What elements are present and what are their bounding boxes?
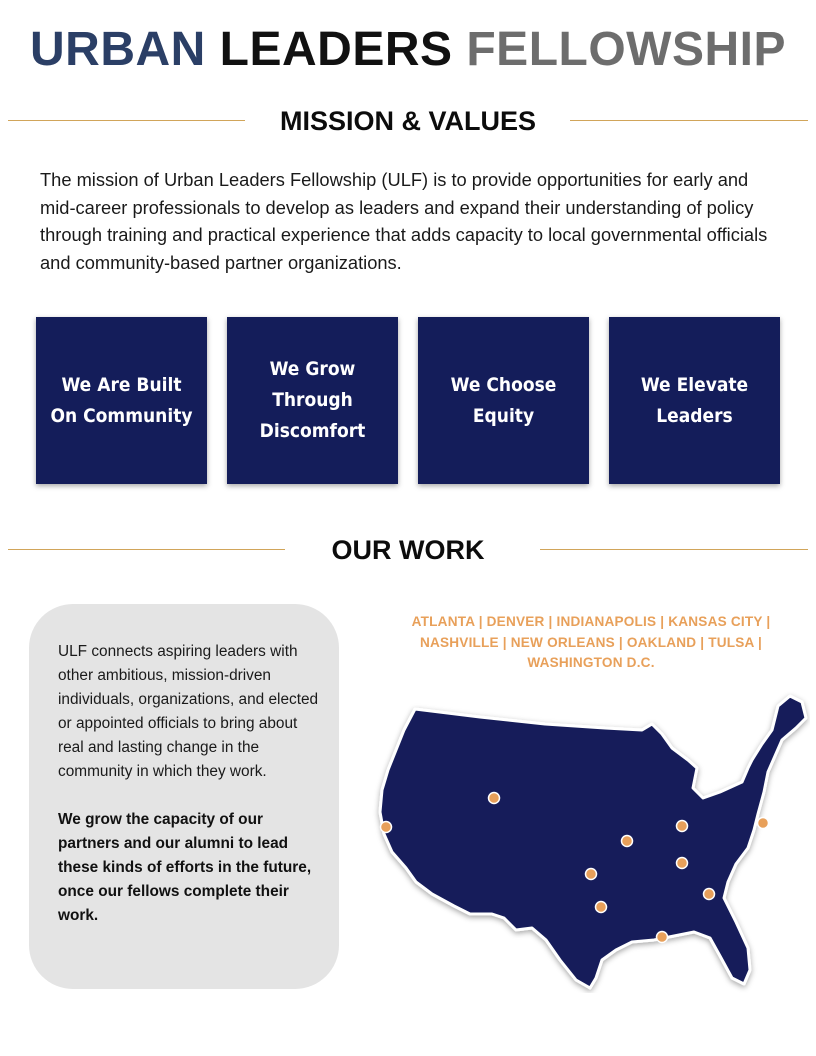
- city-marker-nashville: [677, 858, 688, 869]
- city-marker-atlanta: [704, 889, 715, 900]
- mission-section-header: [0, 101, 816, 141]
- work-paragraph-bold: We grow the capacity of our partners and our alumni to lead these kinds of efforts in the future, once our fellows complete their work.: [58, 811, 312, 924]
- city-marker-washington-dc: [758, 818, 769, 829]
- title-word-leaders: LEADERS: [219, 23, 453, 76]
- value-card-label: We Choose Equity: [450, 373, 557, 427]
- work-section-header: [0, 530, 816, 570]
- page-title: [0, 22, 816, 78]
- value-card-community: [36, 317, 207, 484]
- value-card-label: We Elevate Leaders: [640, 373, 749, 427]
- value-card-label: We Are Built On Community: [50, 373, 193, 427]
- city-marker-new-orleans: [657, 932, 668, 943]
- city-list: ATLANTA | DENVER | INDIANAPOLIS | KANSAS CITY | NASHVILLE | NEW ORLEANS | OAKLAND | TULSA | WASHINGTON D.C.: [411, 614, 771, 670]
- work-paragraph: ULF connects aspiring leaders with other ambitious, mission-driven individuals, organizations, and elected or appointed officials to bring about real and lasting change in the community in which they work.: [58, 643, 319, 780]
- title-word-fellowship: FELLOWSHIP: [466, 23, 787, 76]
- city-marker-oakland: [381, 822, 392, 833]
- value-card-leaders: [609, 317, 780, 484]
- value-card-discomfort: [227, 317, 398, 484]
- us-map: [370, 688, 810, 993]
- value-card-equity: [418, 317, 589, 484]
- work-heading: OUR WORK: [331, 535, 485, 565]
- city-marker-denver: [489, 793, 500, 804]
- us-map-shape: [380, 696, 806, 988]
- work-description-box: [29, 604, 339, 989]
- value-card-label: We Grow Through Discomfort: [259, 358, 366, 442]
- mission-heading: MISSION & VALUES: [279, 106, 537, 136]
- city-marker-tulsa: [586, 869, 597, 880]
- city-marker-dallas: [596, 902, 607, 913]
- city-marker-kansas-city: [622, 836, 633, 847]
- title-word-urban: URBAN: [29, 23, 206, 76]
- mission-statement: The mission of Urban Leaders Fellowship (ULF) is to provide opportunities for early and mid-career professionals to develop as leaders and expand their understanding of policy through training and practical experience that adds capacity to local governmental officials and community-based partner organizations.: [40, 169, 768, 274]
- city-marker-indianapolis: [677, 821, 688, 832]
